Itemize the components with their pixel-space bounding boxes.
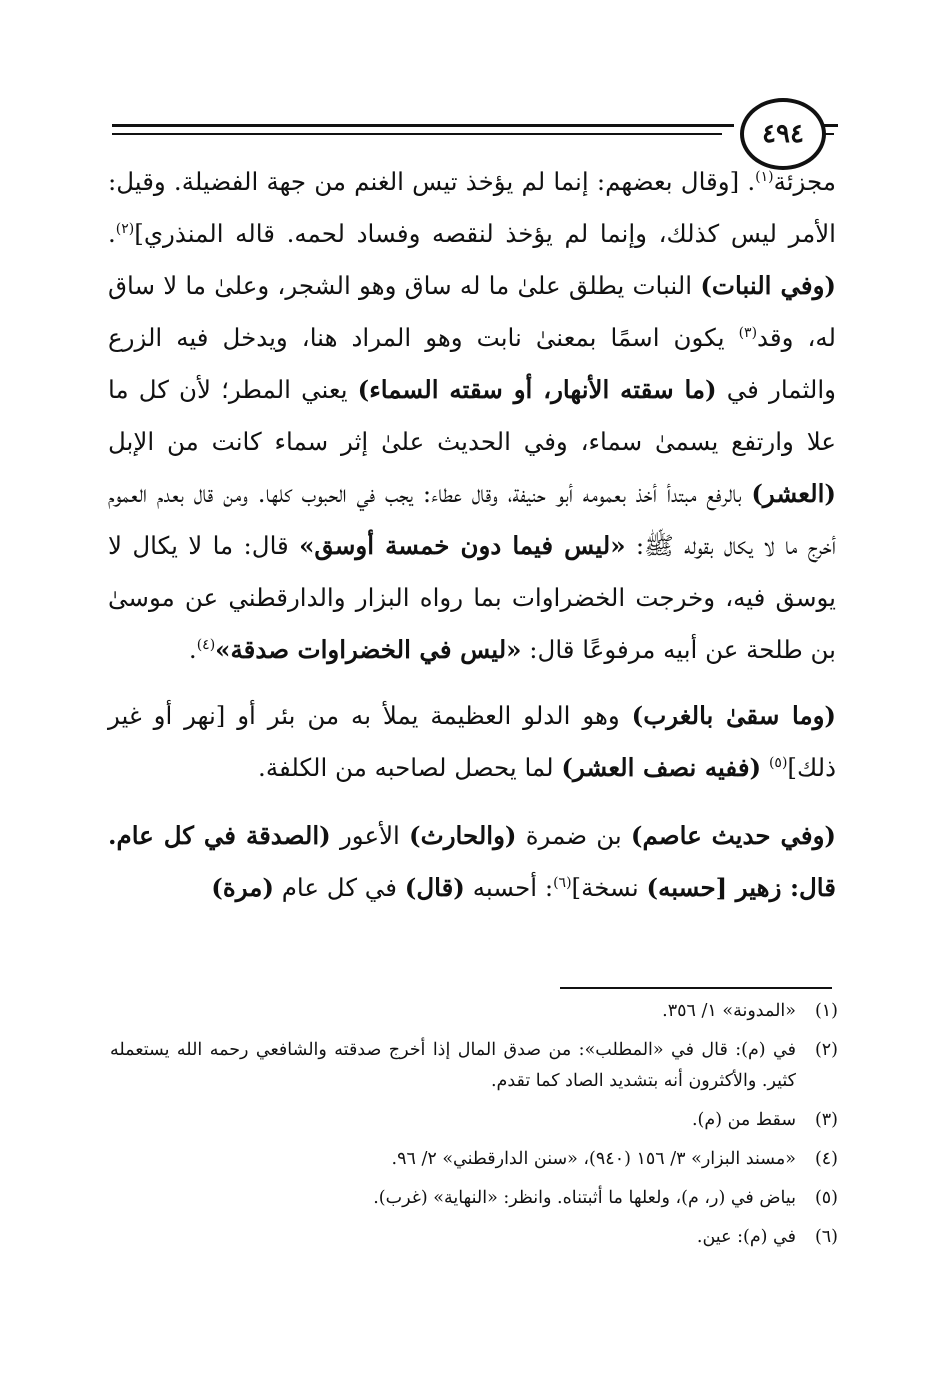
footnote-ref: (٢): [115, 220, 135, 237]
footnote-number: (١): [814, 1001, 838, 1021]
footnote: [110, 1144, 838, 1175]
page-number: ٤٩٤: [740, 98, 826, 170]
footnote: [110, 1035, 838, 1097]
header-rule: [112, 124, 734, 127]
footnote-separator: [560, 987, 832, 989]
footnote-number: (٢): [814, 1040, 838, 1060]
text-run: يكون اسمًا بمعنىٰ نابت وهو المراد هنا، ويدخل فيه الزرع والثمار في: [108, 323, 836, 404]
footnotes: [110, 996, 838, 1261]
header-rule: [112, 133, 722, 135]
bold-quote: (والحارث): [409, 821, 517, 850]
bold-quote: (مرة): [211, 873, 274, 902]
footnote: [110, 1183, 838, 1214]
bold-quote: «ليس فيما دون خمسة أوسق»: [299, 531, 626, 560]
text-run: : أحسبه: [464, 873, 554, 902]
footnote: [110, 1105, 838, 1136]
text-run: بن ضمرة: [516, 821, 631, 850]
footnote-text: «مسند البزار» ٣/ ١٥٦ (٩٤٠)، «سنن الدارقطني» ٢/ ٩٦.: [391, 1149, 796, 1169]
footnote-text: بياض في (ر، م)، ولعلها ما أثبتناه. وانظر: «النهاية» (غرب).: [373, 1188, 796, 1208]
bold-quote: «ليس في الخضراوات صدقة»: [215, 635, 522, 664]
text-run: بالرفع مبتدأ أخذ بعمومه أبو حنيفة، وقال عطاء: يجب في الحبوب كلها. ومن قال بعدم العموم أخرج ما لا يكال بقوله ﷺ:: [108, 479, 836, 560]
footnote-number: (٥): [814, 1188, 838, 1208]
bold-quote: (الصدقة في كل عام. قال: زهير [حسبه): [108, 821, 836, 902]
footnote-ref: (١): [755, 168, 774, 185]
bold-quote: (العشر): [751, 479, 836, 508]
text-run: نسخة]: [571, 873, 647, 902]
paragraph: [108, 156, 836, 676]
paragraph: [108, 810, 836, 914]
footnote-text: «المدونة» ١/ ٣٥٦.: [662, 1001, 796, 1021]
footnote-number: (٤): [814, 1149, 838, 1169]
footnote-text: في (م): عين.: [696, 1227, 796, 1247]
text-run: في كل عام: [273, 873, 405, 902]
bold-quote: (وفي النبات): [700, 271, 837, 300]
footnote-text: في (م): قال في «المطلب»: من صدق المال إذا أخرج صدقته والشافعي رحمه الله يستعمله كثير. والأكثرون أنه بتشديد الصاد كما تقدم.: [110, 1040, 796, 1091]
text-run: [761, 753, 769, 782]
footnote-ref: (٤): [196, 636, 216, 653]
footnote: [110, 1222, 838, 1253]
text-run: لما يحصل لصاحبه من الكلفة.: [258, 753, 562, 782]
text-run: يعني المطر؛ لأن كل ما علا وارتفع يسمىٰ سماء، وفي الحديث علىٰ إثر سماء كانت من الإبل: [108, 375, 836, 456]
text-run: . [وقال بعضهم: إنما لم يؤخذ تيس الغنم من جهة الفضيلة. وقيل: الأمر ليس كذلك، وإنما لم يؤخذ لنقصه وفساد لحمه. قاله المنذري]: [108, 167, 836, 248]
footnote-ref: (٦): [553, 874, 572, 891]
text-run: الأعور: [330, 821, 410, 850]
text-run: .: [108, 219, 116, 248]
main-text: [108, 156, 836, 914]
bold-quote: (وما سقىٰ بالغرب): [631, 701, 836, 730]
bold-quote: (ففيه نصف العشر): [561, 753, 762, 782]
text-run: مجزئة: [773, 167, 836, 196]
text-run: .: [188, 635, 197, 664]
text-run: النبات يطلق علىٰ ما له ساق وهو الشجر، وعلىٰ ما لا ساق له، وقد: [108, 271, 836, 352]
footnote-ref: (٣): [738, 324, 758, 341]
bold-quote: (وفي حديث عاصم): [630, 821, 837, 850]
paragraph: [108, 690, 836, 794]
footnote-number: (٦): [814, 1227, 838, 1247]
text-run: وهو الدلو العظيمة يملأ به من بئر أو [نهر أو غير ذلك]: [108, 701, 836, 782]
bold-quote: (قال): [404, 873, 465, 902]
header-rule: [824, 124, 838, 127]
bold-quote: (ما سقته الأنهار، أو سقته السماء): [357, 375, 717, 404]
footnote: [110, 996, 838, 1027]
footnote-ref: (٥): [768, 754, 788, 771]
footnote-number: (٣): [814, 1110, 838, 1130]
text-run: قال: ما لا يكال لا يوسق فيه، وخرجت الخضراوات بما رواه البزار والدارقطني عن موسىٰ بن طلحة عن أبيه مرفوعًا قال:: [108, 531, 836, 664]
footnote-text: سقط من (م).: [691, 1110, 796, 1130]
